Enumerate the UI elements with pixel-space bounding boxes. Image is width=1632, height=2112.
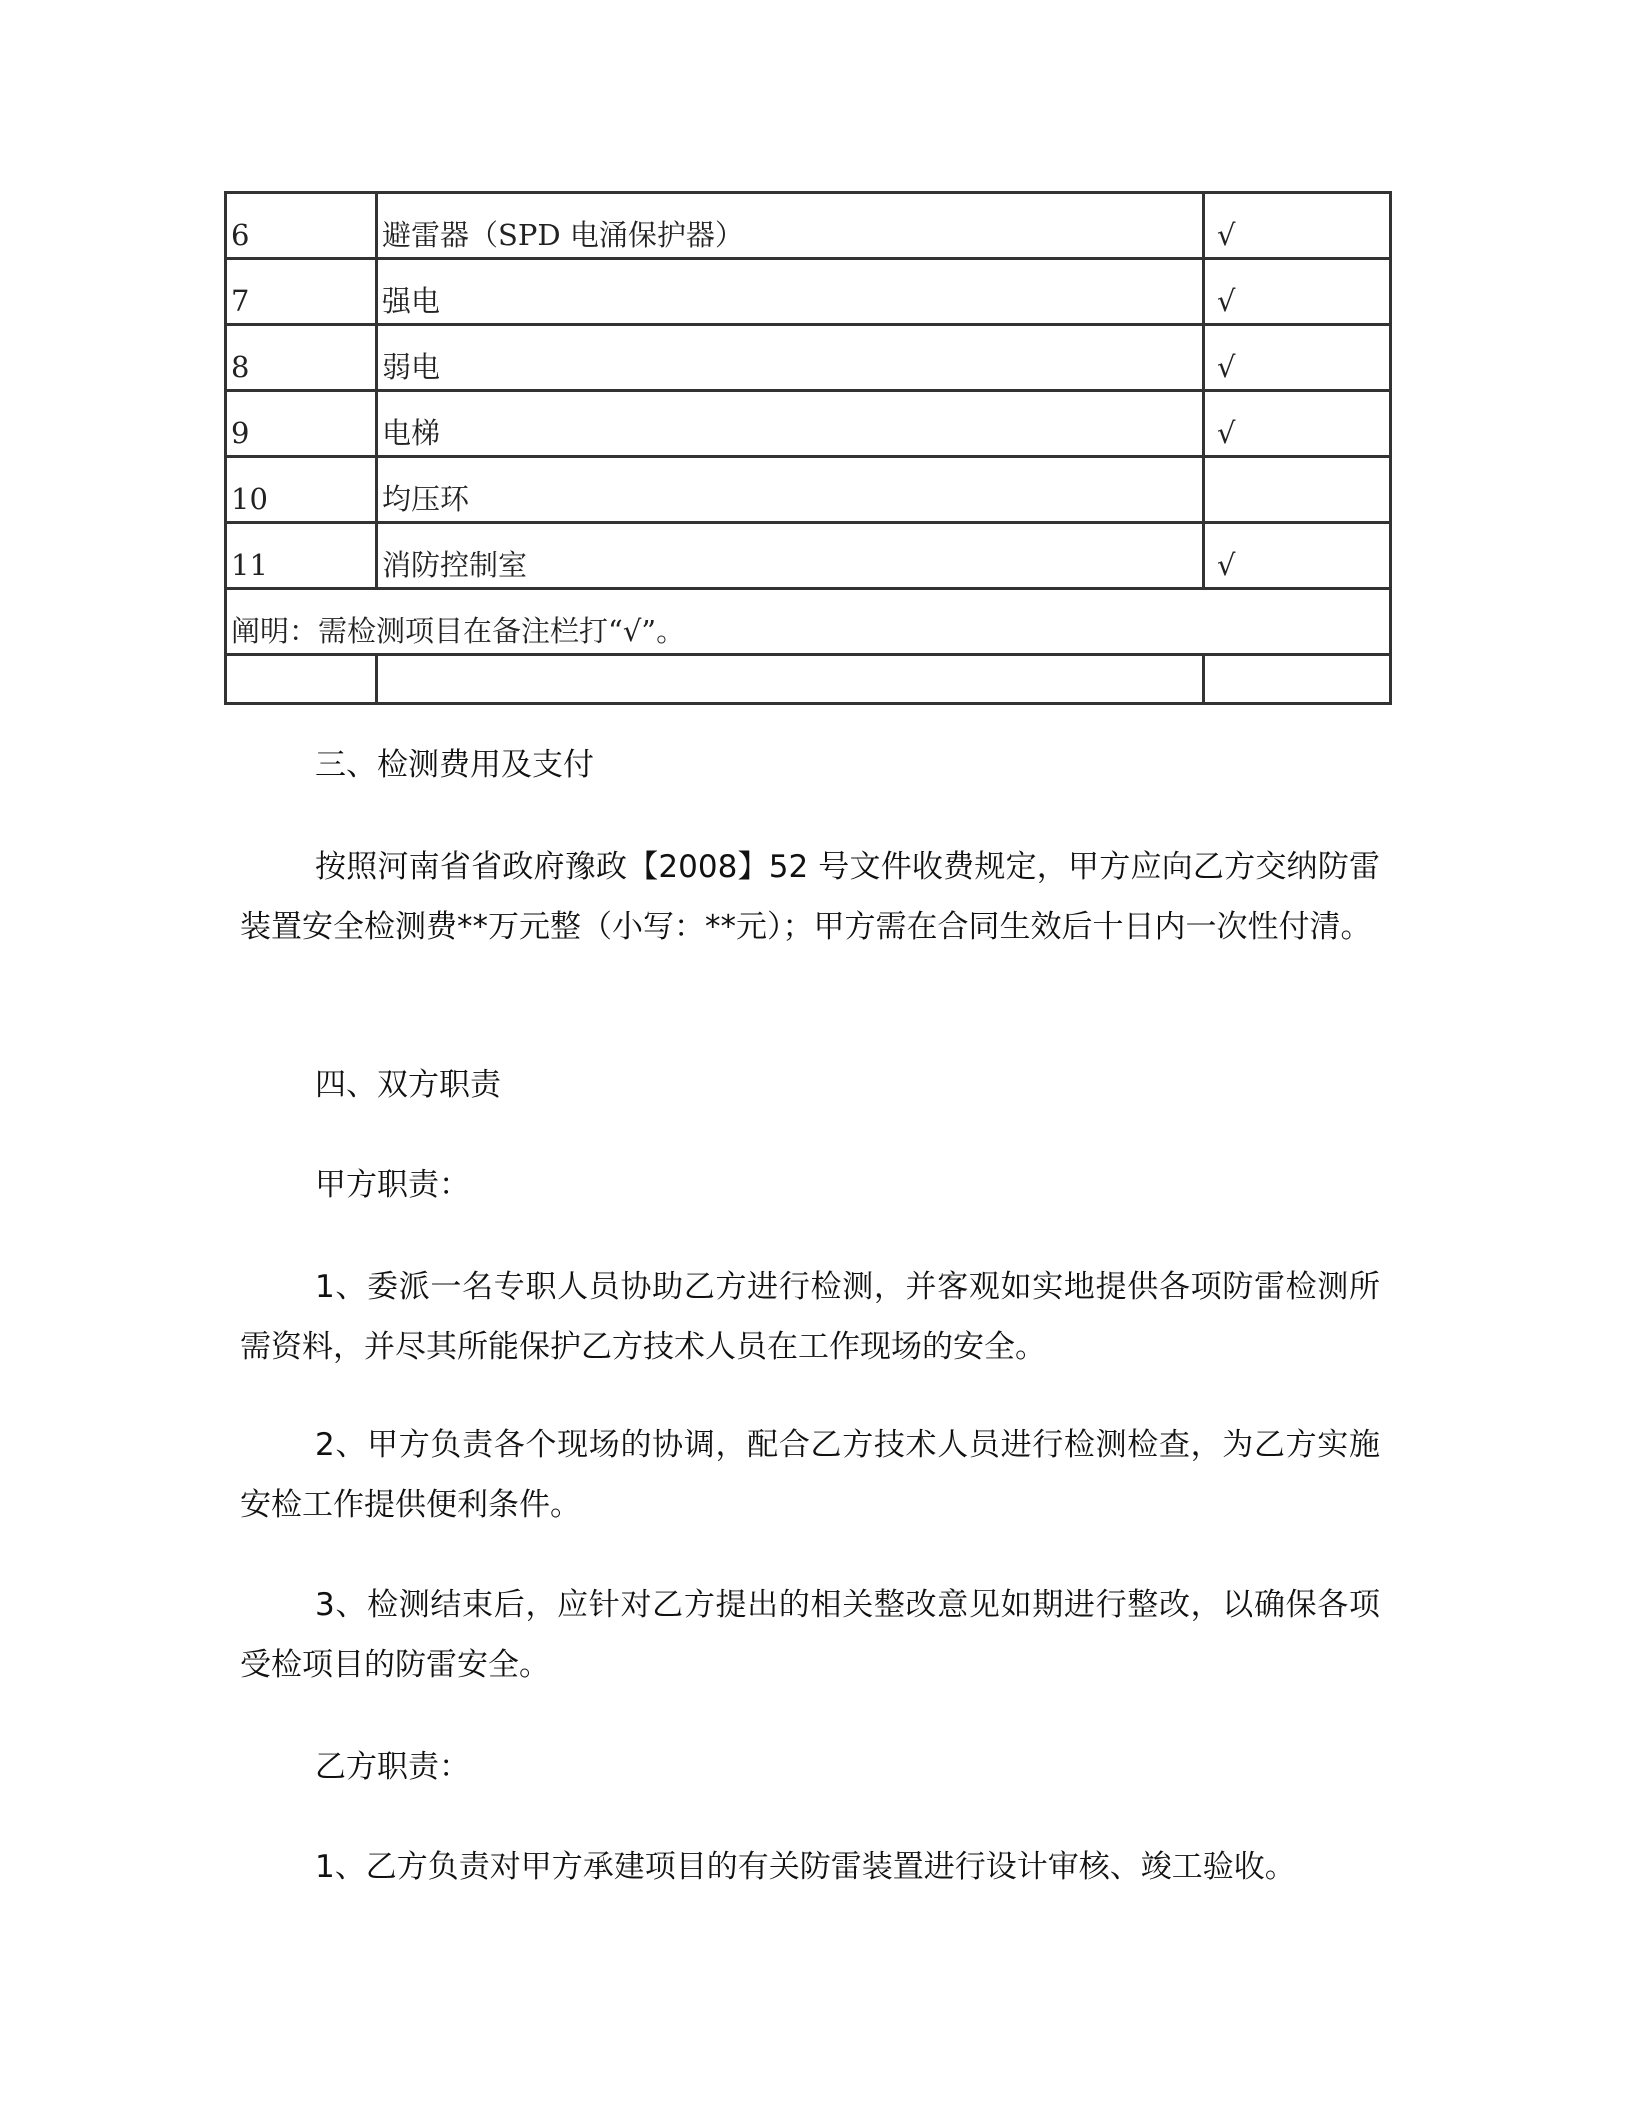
table-row [226, 259, 1391, 325]
item-number: 8 [226, 325, 377, 391]
note-row [226, 589, 1391, 655]
item-number: 7 [226, 259, 377, 325]
empty-cell [226, 655, 377, 704]
check-mark: √ [1204, 193, 1391, 259]
party-a-title: 甲方职责： [315, 1167, 470, 1203]
note-text: 阐明：需检测项目在备注栏打“√”。 [226, 589, 1391, 655]
party-b-title: 乙方职责： [315, 1749, 470, 1785]
table-row [226, 457, 1391, 523]
empty-cell [377, 655, 1204, 704]
party-a-duty-1: 1、委派一名专职人员协助乙方进行检测，并客观如实地提供各项防雷检测所需资料，并尽其所能保护乙方技术人员在工作现场的安全。 [240, 1269, 1380, 1365]
item-name: 均压环 [377, 457, 1204, 523]
table-row [226, 193, 1391, 259]
empty-row [226, 655, 1391, 704]
party-a-duty-3: 3、检测结束后，应针对乙方提出的相关整改意见如期进行整改，以确保各项受检项目的防雷安全。 [240, 1587, 1380, 1683]
table-row [226, 523, 1391, 589]
empty-cell [1204, 655, 1391, 704]
item-name: 强电 [377, 259, 1204, 325]
check-mark: √ [1204, 325, 1391, 391]
table-row [226, 391, 1391, 457]
check-mark: √ [1204, 259, 1391, 325]
section-4-title: 四、双方职责 [315, 1067, 501, 1103]
item-number: 9 [226, 391, 377, 457]
item-number: 11 [226, 523, 377, 589]
item-name: 弱电 [377, 325, 1204, 391]
party-b-duty-1: 1、乙方负责对甲方承建项目的有关防雷装置进行设计审核、竣工验收。 [315, 1849, 1296, 1885]
section-3-title: 三、检测费用及支付 [315, 747, 594, 783]
item-number: 10 [226, 457, 377, 523]
check-mark [1204, 457, 1391, 523]
item-name: 避雷器（SPD 电涌保护器） [377, 193, 1204, 259]
item-number: 6 [226, 193, 377, 259]
table-row [226, 325, 1391, 391]
party-a-duty-2: 2、甲方负责各个现场的协调，配合乙方技术人员进行检测检查，为乙方实施安检工作提供便利条件。 [240, 1427, 1380, 1523]
inspection-items-table [224, 191, 1392, 705]
section-3-body: 按照河南省省政府豫政【2008】52 号文件收费规定，甲方应向乙方交纳防雷装置安全检测费**万元整（小写：**元）；甲方需在合同生效后十日内一次性付清。 [240, 849, 1380, 945]
item-name: 电梯 [377, 391, 1204, 457]
check-mark: √ [1204, 523, 1391, 589]
item-name: 消防控制室 [377, 523, 1204, 589]
check-mark: √ [1204, 391, 1391, 457]
